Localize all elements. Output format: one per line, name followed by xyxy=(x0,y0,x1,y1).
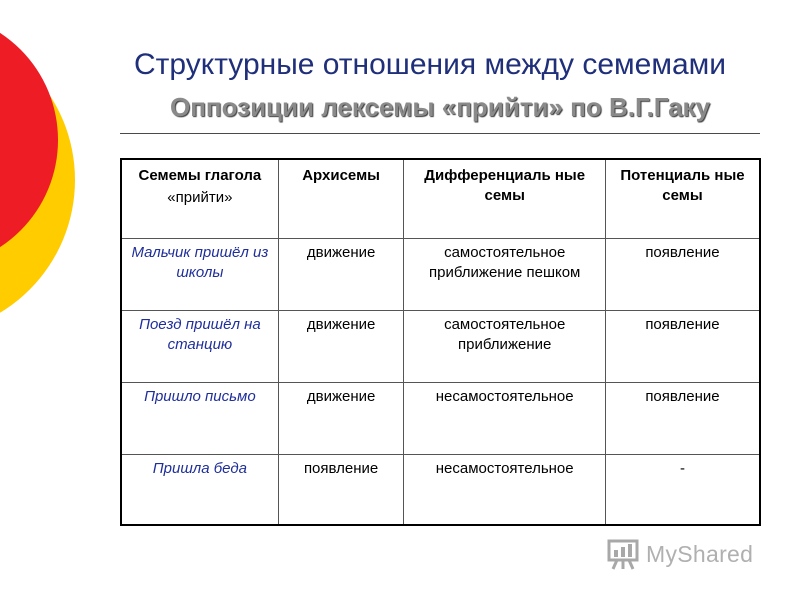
cell-differential: самостоятельное приближение пешком xyxy=(404,239,606,311)
cell-differential: самостоятельное приближение xyxy=(404,311,606,383)
header-sublabel: «прийти» xyxy=(167,189,233,206)
cell-potential: появление xyxy=(605,383,760,455)
slide-subtitle: Оппозиции лексемы «прийти» по В.Г.Гаку xyxy=(169,92,711,122)
header-label: Архисемы xyxy=(302,167,380,184)
myshared-logo[interactable] xyxy=(606,537,766,571)
slide-title: Структурные отношения между семемами xyxy=(133,48,727,81)
table-row xyxy=(121,383,760,455)
cell-archiseme: появление xyxy=(278,455,404,525)
cell-potential: появление xyxy=(605,311,760,383)
header-potential xyxy=(605,159,760,239)
sememe-table xyxy=(120,158,761,526)
divider-line xyxy=(120,133,760,134)
cell-example: Пришло письмо xyxy=(121,383,278,455)
cell-example: Поезд пришёл на станцию xyxy=(121,311,278,383)
cell-archiseme: движение xyxy=(278,311,404,383)
cell-potential: появление xyxy=(605,239,760,311)
cell-differential: несамостоятельное xyxy=(404,383,606,455)
cell-archiseme: движение xyxy=(278,239,404,311)
header-archisemes xyxy=(278,159,404,239)
table-row xyxy=(121,455,760,525)
table-header-row xyxy=(121,159,760,239)
presentation-board-icon xyxy=(606,537,642,571)
table-row xyxy=(121,239,760,311)
header-differential xyxy=(404,159,606,239)
header-label: Семемы глагола xyxy=(138,167,262,184)
header-label: Потенциаль ные семы xyxy=(620,167,745,204)
header-sememes xyxy=(121,159,278,239)
cell-differential: несамостоятельное xyxy=(404,455,606,525)
header-label: Дифференциаль ные семы xyxy=(424,167,586,204)
cell-example: Пришла беда xyxy=(121,455,278,525)
cell-potential: - xyxy=(605,455,760,525)
table-row xyxy=(121,311,760,383)
cell-example: Мальчик пришёл из школы xyxy=(121,239,278,311)
logo-text: MyShared xyxy=(646,541,754,567)
cell-archiseme: движение xyxy=(278,383,404,455)
